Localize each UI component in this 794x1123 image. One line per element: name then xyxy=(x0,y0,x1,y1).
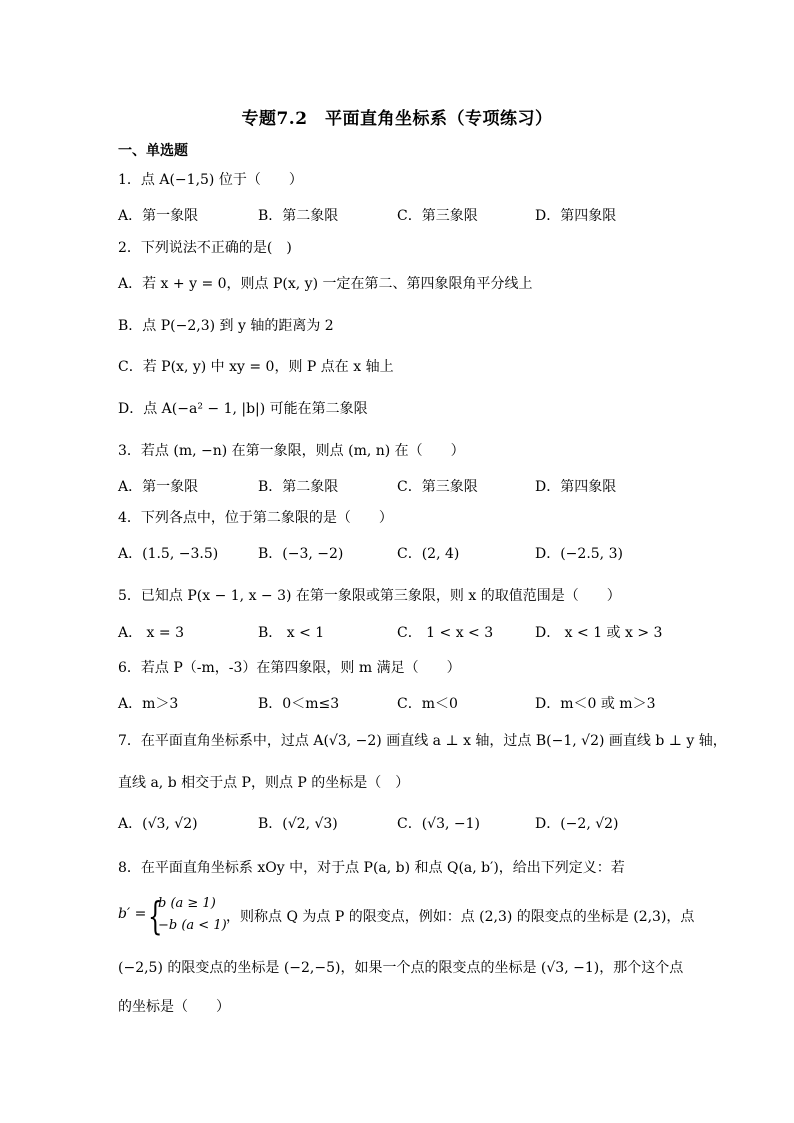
question-1-option-b[interactable]: B．第二象限 xyxy=(258,208,339,224)
question-2-option-b[interactable]: B．点 P(−2,3) 到 y 轴的距离为 2 xyxy=(118,318,334,334)
section-heading: 一、单选题 xyxy=(118,143,188,159)
question-5-option-c[interactable]: C． 1 < x < 3 xyxy=(397,625,494,641)
question-5-stem: 5．已知点 P(x − 1, x − 3) 在第一象限或第三象限，则 x 的取值范围是（ ） xyxy=(118,588,621,604)
question-6-option-a[interactable]: A．m＞3 xyxy=(118,696,179,712)
question-1-option-c[interactable]: C．第三象限 xyxy=(397,208,478,224)
page-title: 专题7.2 平面直角坐标系（专项练习） xyxy=(241,109,553,129)
question-8-definition-text: ，则称点 Q 为点 P 的限变点，例如：点 (2,3) 的限变点的坐标是 (2,3)，点 xyxy=(226,909,695,925)
question-6-option-d[interactable]: D．m＜0 或 m＞3 xyxy=(535,696,656,712)
question-3-option-c[interactable]: C．第三象限 xyxy=(397,479,478,495)
question-2-option-d[interactable]: D．点 A(−a² − 1, |b|) 可能在第二象限 xyxy=(118,401,368,417)
question-4-option-a[interactable]: A．(1.5, −3.5) xyxy=(118,546,219,562)
question-7-option-b[interactable]: B．(√2, √3) xyxy=(258,816,338,832)
question-3-option-d[interactable]: D．第四象限 xyxy=(535,479,617,495)
question-8-example-text: (−2,5) 的限变点的坐标是 (−2,−5)，如果一个点的限变点的坐标是 (√3, −1)，那个这个点 xyxy=(118,960,684,976)
question-7-option-d[interactable]: D．(−2, √2) xyxy=(535,816,619,832)
brace-symbol: { xyxy=(148,894,163,938)
question-4-option-b[interactable]: B．(−3, −2) xyxy=(258,546,344,562)
question-3-option-b[interactable]: B．第二象限 xyxy=(258,479,339,495)
piecewise-case-1: b (a ≥ 1) xyxy=(158,896,216,911)
question-7-option-c[interactable]: C．(√3, −1) xyxy=(397,816,481,832)
question-2-option-a[interactable]: A．若 x + y = 0，则点 P(x, y) 一定在第二、第四象限角平分线上 xyxy=(118,276,533,292)
question-4-option-c[interactable]: C．(2, 4) xyxy=(397,546,460,562)
piecewise-label: b′ = xyxy=(118,906,147,922)
piecewise-definition xyxy=(118,894,695,938)
question-8-stem: 8．在平面直角坐标系 xOy 中，对于点 P(a, b) 和点 Q(a, b′)，给出下列定义：若 xyxy=(118,860,625,876)
question-5-option-b[interactable]: B． x < 1 xyxy=(258,625,325,641)
question-2-option-c[interactable]: C．若 P(x, y) 中 xy = 0，则 P 点在 x 轴上 xyxy=(118,359,394,375)
piecewise-case-2: −b (a < 1) xyxy=(158,918,227,933)
question-7-option-a[interactable]: A．(√3, √2) xyxy=(118,816,198,832)
question-1-option-d[interactable]: D．第四象限 xyxy=(535,208,617,224)
question-7-stem: 7．在平面直角坐标系中，过点 A(√3, −2) 画直线 a ⊥ x 轴，过点 B(−1, √2) 画直线 b ⊥ y 轴， xyxy=(118,733,727,749)
question-7-stem-cont: 直线 a, b 相交于点 P，则点 P 的坐标是（ ） xyxy=(118,775,410,791)
question-4-option-d[interactable]: D．(−2.5, 3) xyxy=(535,546,623,562)
question-4-stem: 4．下列各点中，位于第二象限的是（ ） xyxy=(118,510,393,526)
question-6-option-c[interactable]: C．m＜0 xyxy=(397,696,458,712)
question-6-option-b[interactable]: B．0＜m≤3 xyxy=(258,696,340,712)
question-5-option-d[interactable]: D． x < 1 或 x > 3 xyxy=(535,625,663,641)
question-1-option-a[interactable]: A．第一象限 xyxy=(118,208,199,224)
question-3-stem: 3．若点 (m, −n) 在第一象限，则点 (m, n) 在（ ） xyxy=(118,443,465,459)
question-6-stem: 6．若点 P（-m，-3）在第四象限，则 m 满足（ ） xyxy=(118,660,461,676)
question-8-ask: 的坐标是（ ） xyxy=(118,999,230,1015)
question-1-stem: 1．点 A(−1,5) 位于（ ） xyxy=(118,172,303,188)
question-3-option-a[interactable]: A．第一象限 xyxy=(118,479,199,495)
question-5-option-a[interactable]: A． x = 3 xyxy=(118,625,184,641)
question-2-stem: 2．下列说法不正确的是( ) xyxy=(118,240,292,256)
